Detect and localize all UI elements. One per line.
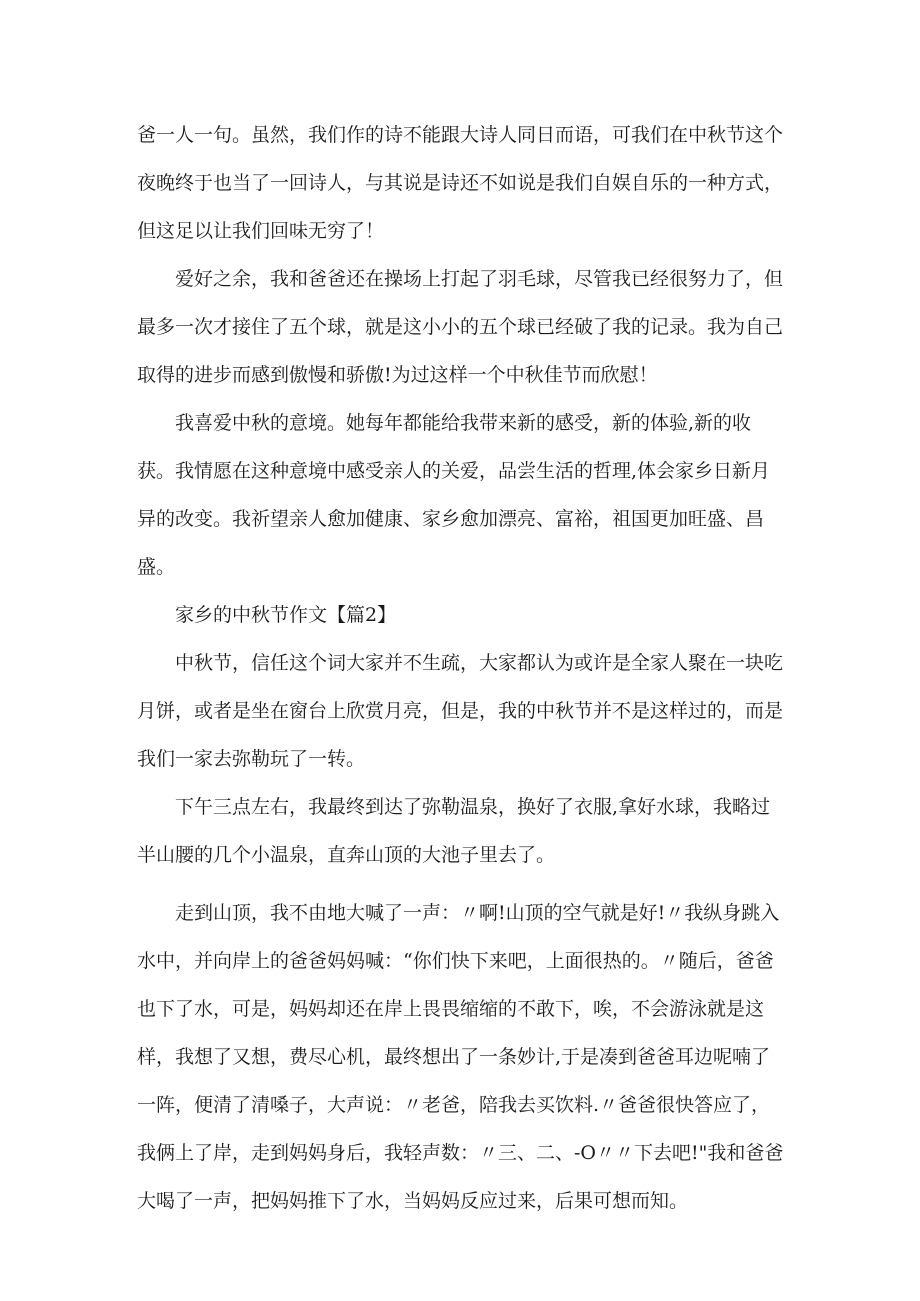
paragraph: 下午三点左右，我最终到达了弥勒温泉，换好了衣服,拿好水球，我略过半山腰的几个小温泉，直奔山顶的大池子里去了。 [137, 796, 771, 866]
paragraph: 中秋节，信任这个词大家并不生疏，大家都认为或许是全家人聚在一块吃月饼，或者是坐在窗台上欣赏月亮，但是，我的中秋节并不是这样过的，而是我们一家去弥勒玩了一转。 [137, 652, 784, 770]
paragraph: 爸一人一句。虽然，我们作的诗不能跟大诗人同日而语，可我们在中秋节这个夜晚终于也当了一回诗人，与其说是诗还不如说是我们自娱自乐的一种方式，但这足以让我们回味无穷了！ [137, 124, 784, 242]
section-heading: 家乡的中秋节作文【篇2】 [175, 604, 397, 626]
paragraph: 我喜爱中秋的意境。她每年都能给我带来新的感受，新的体验,新的收获。我情愿在这种意境中感受亲人的关爱，品尝生活的哲理,体会家乡日新月异的改变。我祈望亲人愈加健康、家乡愈加漂亮、富裕，祖国更加旺盛、昌盛。 [137, 412, 771, 578]
paragraph: 走到山顶，我不由地大喊了一声：〃啊!山顶的空气就是好!〃我纵身跳入水中，并向岸上的爸爸妈妈喊：“你们快下来吧，上面很热的。〃随后，爸爸也下了水，可是，妈妈却还在岸上畏畏缩缩的不敢下，唉，不会游泳就是这样，我想了又想，费尽心机，最终想出了一条妙计,于是凑到爸爸耳边呢喃了一阵，便清了清嗓子，大声说：〃老爸，陪我去买饮料.〃爸爸很快答应了，我俩上了岸，走到妈妈身后，我轻声数：〃三、二、-O〃〃下去吧!"我和爸爸大喝了一声，把妈妈推下了水，当妈妈反应过来，后果可想而知。 [137, 902, 784, 1212]
document-body [137, 111, 787, 1225]
paragraph: 爱好之余，我和爸爸还在操场上打起了羽毛球，尽管我已经很努力了，但最多一次才接住了五个球，就是这小小的五个球已经破了我的记录。我为自己取得的进步而感到傲慢和骄傲!为过这样一个中秋佳节而欣慰！ [137, 268, 784, 386]
